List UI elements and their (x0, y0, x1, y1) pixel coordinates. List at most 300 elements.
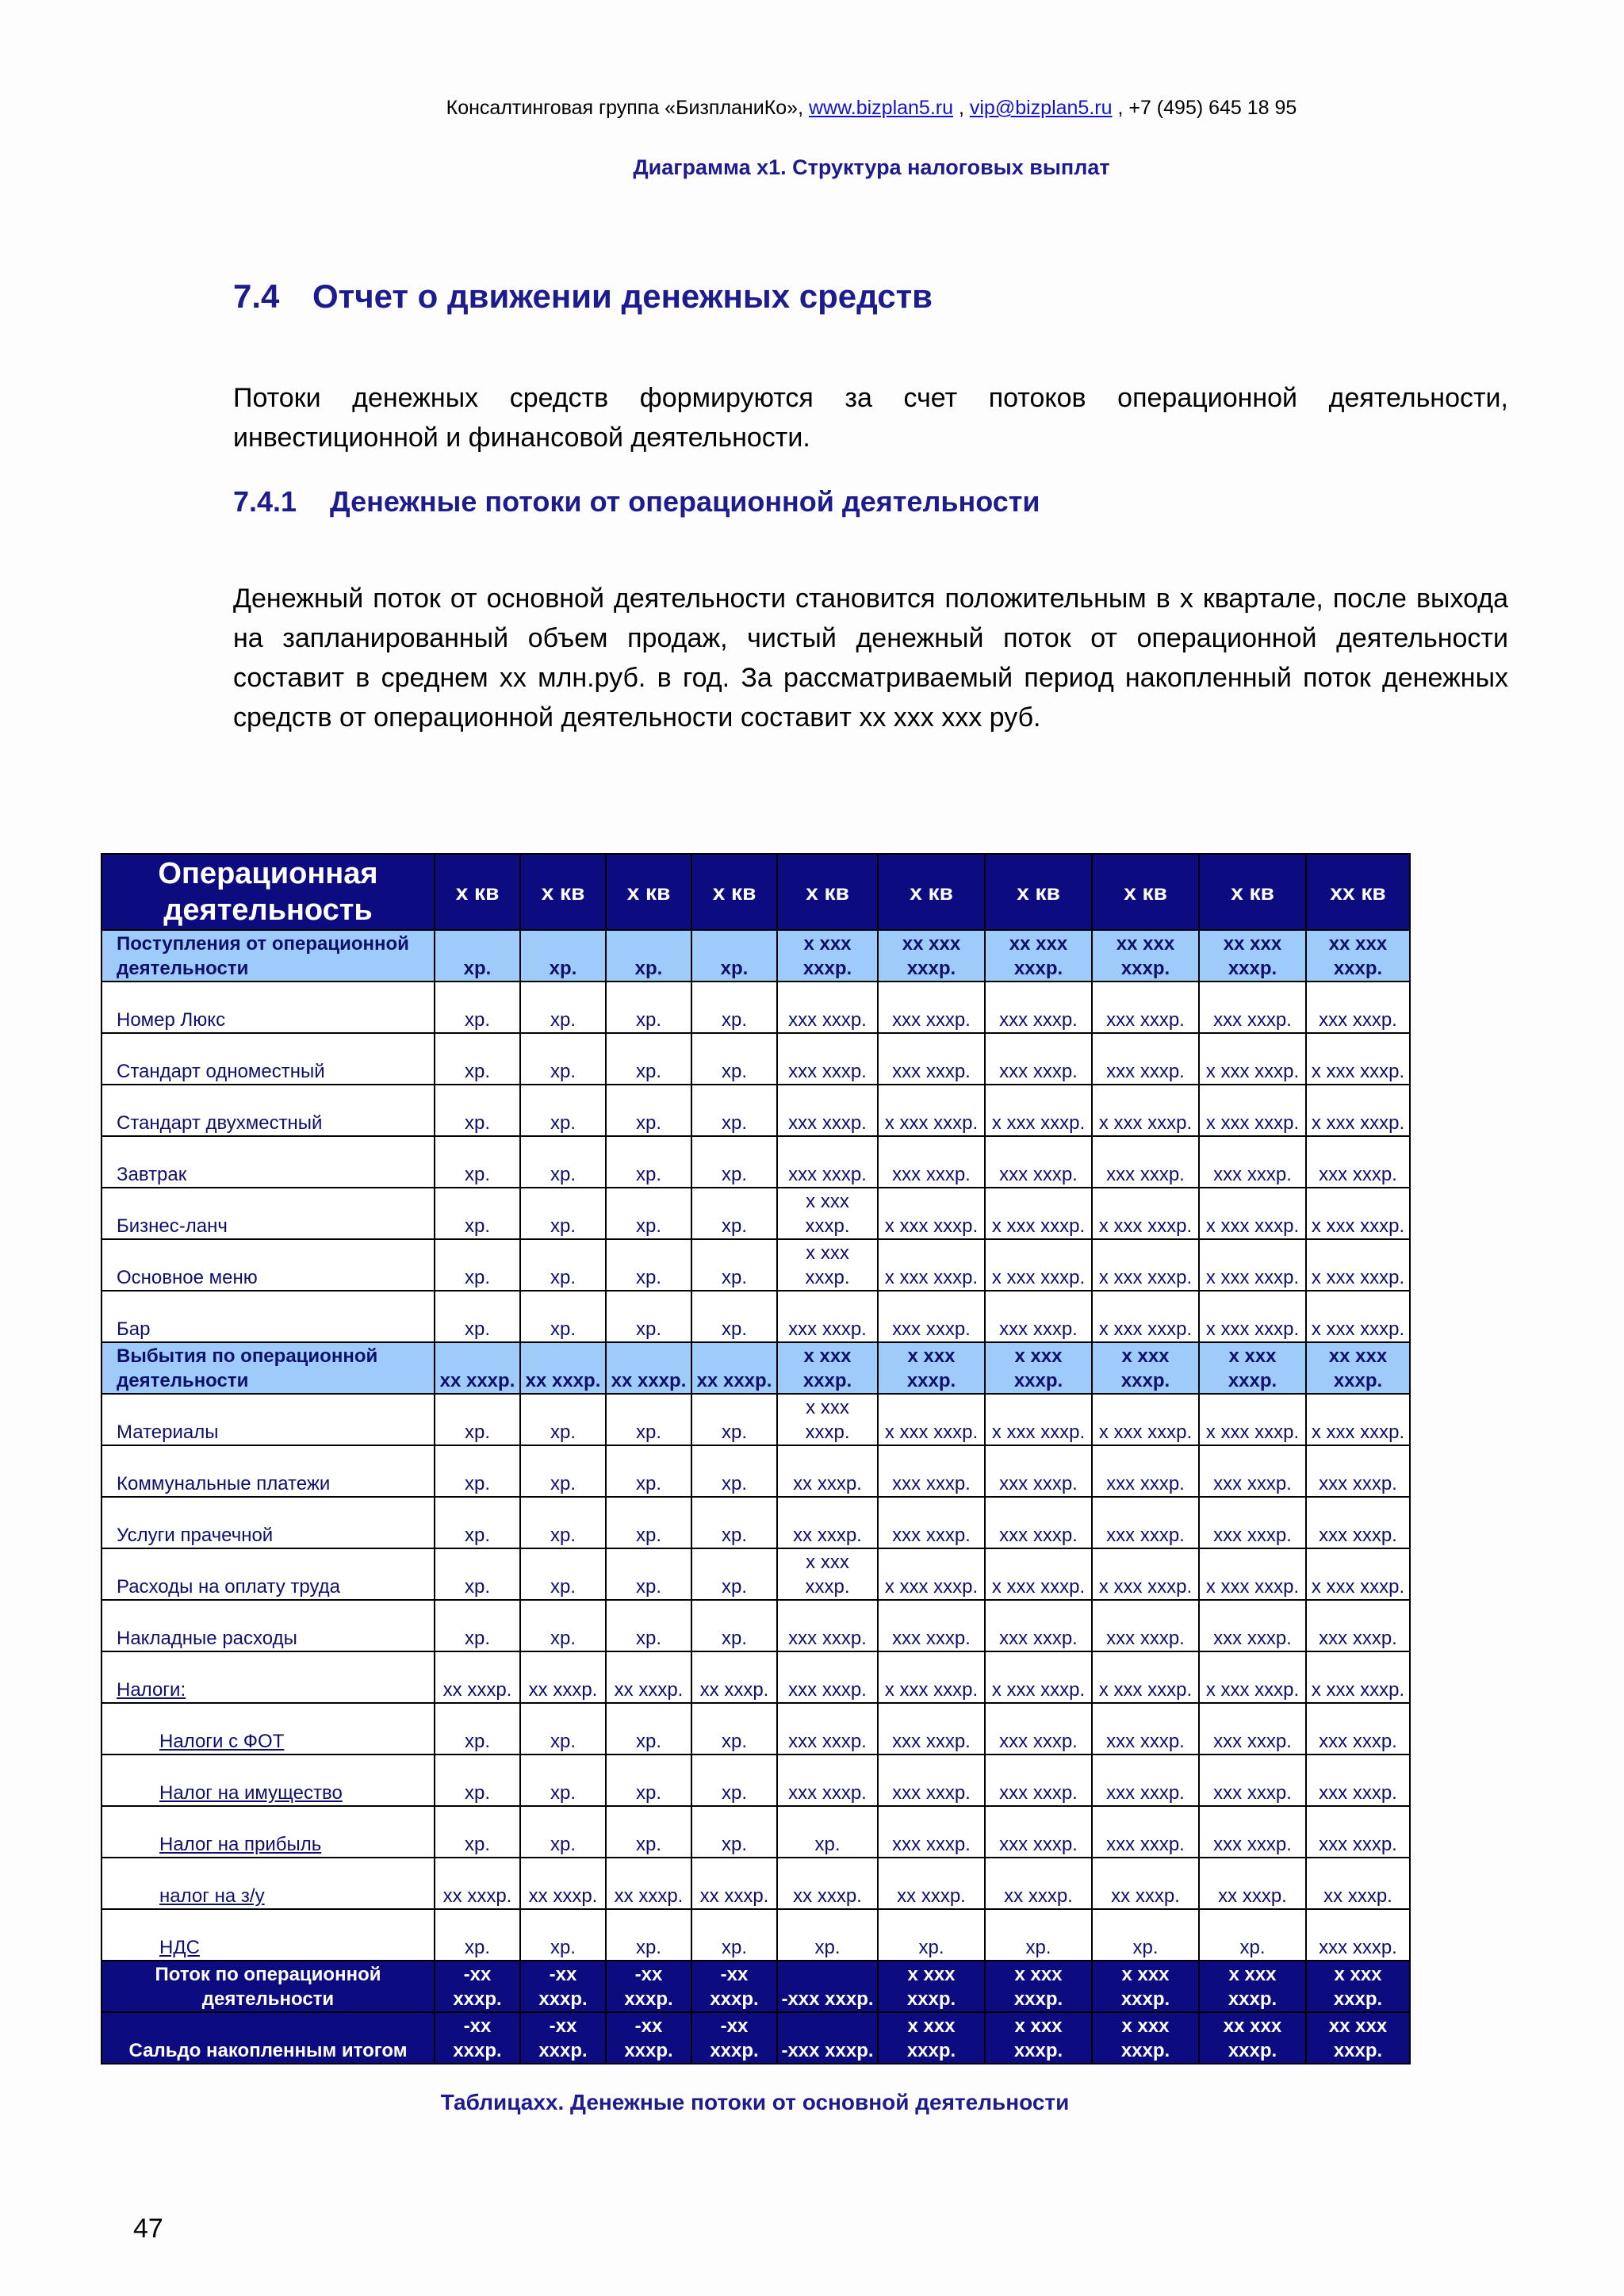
table-cell: хр. (606, 1394, 691, 1445)
table-cell: -хх хххр. (691, 1961, 777, 2012)
table-cell: хр. (606, 1291, 691, 1342)
row-label-cell (102, 1961, 435, 2012)
table-cell: хр. (520, 1497, 606, 1548)
table-cell: хр. (606, 1548, 691, 1600)
row-label: Сальдо накопленным итогом (128, 2040, 408, 2061)
table-cell: ххх хххр. (777, 1651, 878, 1703)
table-cell: ххх хххр. (777, 1136, 878, 1188)
table-cell: хх хххр. (1092, 1858, 1199, 1909)
row-label-cell (102, 1342, 435, 1394)
table-cell: хх ххх хххр. (878, 930, 985, 982)
table-cell: х ххх хххр. (985, 1188, 1092, 1239)
table-cell: х ххх хххр. (985, 1548, 1092, 1600)
row-label: Номер Люкс (117, 1009, 226, 1031)
table-cell: хр. (520, 1085, 606, 1136)
table-header-quarter: х кв (606, 854, 691, 930)
table-cell: х ххх хххр. (985, 1239, 1092, 1291)
table-row (102, 1703, 1410, 1755)
table-cell: х ххх хххр. (878, 1394, 985, 1445)
table-cell: хр. (1199, 1909, 1306, 1961)
table-row (102, 1445, 1410, 1497)
table-cell: хх хххр. (777, 1497, 878, 1548)
table-cell: ххх хххр. (1092, 1703, 1199, 1755)
table-cell: ххх хххр. (777, 1703, 878, 1755)
table-cell: ххх хххр. (1092, 1445, 1199, 1497)
table-header-quarter: х кв (691, 854, 777, 930)
header-email-link[interactable]: vip@bizplan5.ru (969, 97, 1113, 119)
table-cell: х ххх хххр. (878, 2012, 985, 2064)
table-cell: -ххх хххр. (777, 2012, 878, 2064)
header-site-link[interactable]: www.bizplan5.ru (808, 97, 954, 119)
table-cell: -хх хххр. (606, 2012, 691, 2064)
table-cell: хх хххр. (435, 1651, 520, 1703)
table-cell: ххх хххр. (1199, 1806, 1306, 1858)
table-cell: х ххх хххр. (1092, 1188, 1199, 1239)
row-label-cell (102, 1085, 435, 1136)
row-label-cell (102, 1909, 435, 1961)
table-cell: ххх хххр. (1199, 1755, 1306, 1806)
row-label-cell (102, 930, 435, 982)
table-cell: -хх хххр. (435, 2012, 520, 2064)
header-company: Консалтинговая группа «БизпланиКо», (446, 97, 804, 119)
table-cell: х ххх хххр. (1199, 1033, 1306, 1085)
table-cell: ххх хххр. (1092, 1497, 1199, 1548)
table-cell: ххх хххр. (1306, 1806, 1410, 1858)
table-cell: ххх хххр. (1199, 982, 1306, 1033)
table-cell: х ххх хххр. (1199, 1085, 1306, 1136)
row-label-cell (102, 1858, 435, 1909)
table-cell: хр. (606, 1033, 691, 1085)
table-cell: х ххх хххр. (777, 1188, 878, 1239)
table-cell: хр. (520, 982, 606, 1033)
table-cell: ххх хххр. (985, 1033, 1092, 1085)
table-row (102, 1394, 1410, 1445)
table-row (102, 1651, 1410, 1703)
table-cell: ххх хххр. (1092, 1600, 1199, 1651)
table-cell: х ххх хххр. (985, 1651, 1092, 1703)
table-row (102, 1239, 1410, 1291)
table-cell: хр. (691, 1394, 777, 1445)
table-cell: хх хххр. (691, 1342, 777, 1394)
subsection-title-text: Денежные потоки от операционной деятельности (330, 485, 1040, 518)
table-cell: ххх хххр. (878, 1033, 985, 1085)
table-cell: хх хххр. (435, 1858, 520, 1909)
row-label: Материалы (117, 1422, 219, 1443)
intro-paragraph: Потоки денежных средств формируются за счет потоков операционной деятельности, инвестиционной и финансовой деятельности. (233, 383, 1508, 453)
row-label-cell (102, 1806, 435, 1858)
row-label: Накладные расходы (117, 1628, 297, 1649)
table-row (102, 1136, 1410, 1188)
table-cell: х ххх хххр. (1199, 1239, 1306, 1291)
table-cell: х ххх хххр. (1092, 1394, 1199, 1445)
table-cell: хх ххх хххр. (1199, 930, 1306, 982)
table-cell: хр. (606, 930, 691, 982)
section-heading (233, 277, 933, 316)
table-cell: х ххх хххр. (985, 2012, 1092, 2064)
table-cell: хх ххх хххр. (985, 930, 1092, 982)
table-row (102, 1085, 1410, 1136)
row-label-cell (102, 1239, 435, 1291)
table-cell: ххх хххр. (1092, 1806, 1199, 1858)
table-cell: хр. (435, 1445, 520, 1497)
table-cell: -ххх хххр. (777, 1961, 878, 2012)
table-cell: ххх хххр. (1199, 1136, 1306, 1188)
table-cell: ххх хххр. (1306, 1497, 1410, 1548)
table-cell: х ххх хххр. (985, 1342, 1092, 1394)
table-cell: ххх хххр. (1306, 1909, 1410, 1961)
table-cell: хр. (606, 1497, 691, 1548)
table-cell: ххх хххр. (985, 1806, 1092, 1858)
table-cell: х ххх хххр. (1306, 1291, 1410, 1342)
table-cell: хр. (606, 1600, 691, 1651)
table-cell: хр. (520, 1548, 606, 1600)
body-paragraph: Денежный поток от основной деятельности становится положительным в х квартале, после выхода на запланированный объем продаж, чистый денежный поток от операционной деятельности составит в среднем хх млн.руб. в год. За рассматриваемый период накопленный поток денежных средств от операционной деятельности составит хх ххх ххх руб. (233, 584, 1508, 733)
table-cell: хх хххр. (520, 1651, 606, 1703)
table-cell: хр. (691, 1497, 777, 1548)
table-cell: ххх хххр. (1199, 1445, 1306, 1497)
table-cell: хр. (435, 1188, 520, 1239)
table-cell: х ххх хххр. (1199, 1548, 1306, 1600)
table-cell: х ххх хххр. (878, 1188, 985, 1239)
table-cell: хх хххр. (985, 1858, 1092, 1909)
table-cell: хр. (435, 1239, 520, 1291)
table-header-label: Операционная деятельность (102, 854, 435, 930)
table-cell: ххх хххр. (1199, 1600, 1306, 1651)
table-cell: х ххх хххр. (1199, 1188, 1306, 1239)
table-row (102, 1033, 1410, 1085)
table-cell: хр. (691, 1909, 777, 1961)
row-label: Бар (117, 1318, 151, 1340)
table-cell: хр. (435, 1755, 520, 1806)
table-cell: х ххх хххр. (777, 930, 878, 982)
table-cell: хр. (520, 1600, 606, 1651)
row-label: Завтрак (117, 1164, 187, 1185)
table-cell: хр. (691, 1239, 777, 1291)
table-cell: хр. (691, 1033, 777, 1085)
table-cell: ххх хххр. (1306, 1703, 1410, 1755)
table-cell: хх хххр. (691, 1858, 777, 1909)
table-cell: хр. (435, 1703, 520, 1755)
table-header-quarter: х кв (435, 854, 520, 930)
table-cell: х ххх хххр. (985, 1394, 1092, 1445)
table-cell: хр. (985, 1909, 1092, 1961)
row-label-cell (102, 1188, 435, 1239)
table-cell: хр. (520, 1136, 606, 1188)
table-cell: хр. (691, 1085, 777, 1136)
table-cell: -хх хххр. (691, 2012, 777, 2064)
table-cell: х ххх хххр. (1092, 1239, 1199, 1291)
row-label-cell (102, 1703, 435, 1755)
table-cell: -хх хххр. (520, 2012, 606, 2064)
table-cell: хх хххр. (1199, 1858, 1306, 1909)
table-cell: ххх хххр. (878, 1806, 985, 1858)
table-cell: ххх хххр. (985, 1703, 1092, 1755)
table-cell: хх ххх хххр. (1199, 2012, 1306, 2064)
table-cell: хх хххр. (777, 1445, 878, 1497)
table-cell: ххх хххр. (985, 1497, 1092, 1548)
table-cell: хр. (435, 1909, 520, 1961)
table-cell: ххх хххр. (878, 1703, 985, 1755)
table-cell: х ххх хххр. (878, 1342, 985, 1394)
row-label[interactable]: НДС (159, 1937, 200, 1958)
table-cell: ххх хххр. (1306, 982, 1410, 1033)
table-cell: хр. (606, 1188, 691, 1239)
table-cell: хр. (520, 1445, 606, 1497)
table-cell: -хх хххр. (606, 1961, 691, 2012)
table-cell: х ххх хххр. (1092, 1342, 1199, 1394)
table-cell: хр. (691, 1548, 777, 1600)
table-cell: хр. (606, 1085, 691, 1136)
table-cell: хр. (777, 1806, 878, 1858)
table-row (102, 982, 1410, 1033)
table-cell: хр. (691, 1806, 777, 1858)
table-cell: х ххх хххр. (777, 1548, 878, 1600)
table-cell: хр. (520, 930, 606, 982)
section-title-text: Отчет о движении денежных средств (312, 277, 933, 315)
row-label[interactable]: Налог на прибыль (159, 1834, 322, 1855)
row-label-cell (102, 1033, 435, 1085)
table-cell: хр. (1092, 1909, 1199, 1961)
table-cell: -хх хххр. (520, 1961, 606, 2012)
table-cell: хр. (435, 1806, 520, 1858)
table-cell: хр. (435, 1291, 520, 1342)
table-cell: х ххх хххр. (1199, 1291, 1306, 1342)
row-label: Стандарт одноместный (117, 1061, 325, 1082)
table-cell: ххх хххр. (878, 1445, 985, 1497)
table-header-row (102, 854, 1410, 930)
table-cell: хр. (606, 1239, 691, 1291)
page-number: 47 (133, 2214, 163, 2244)
row-label-cell (102, 1600, 435, 1651)
table-cell: ххх хххр. (1092, 1755, 1199, 1806)
table-row (102, 1497, 1410, 1548)
table-row (102, 1858, 1410, 1909)
section-number: 7.4 (233, 277, 280, 315)
table-cell: х ххх хххр. (1092, 1291, 1199, 1342)
table-header-quarter: х кв (985, 854, 1092, 930)
table-cell: хх хххр. (691, 1651, 777, 1703)
row-label: Стандарт двухместный (117, 1112, 323, 1134)
row-label: Выбытия по операционной деятельности (117, 1345, 378, 1391)
table-header-quarter: х кв (777, 854, 878, 930)
table-cell: ххх хххр. (985, 982, 1092, 1033)
table-cell: х ххх хххр. (1306, 1033, 1410, 1085)
table-cell: хх хххр. (520, 1858, 606, 1909)
table-cell: х ххх хххр. (1306, 1394, 1410, 1445)
row-label: Поток по операционной деятельности (155, 1964, 381, 2010)
table-cell: хр. (435, 1033, 520, 1085)
table-cell: х ххх хххр. (1092, 1548, 1199, 1600)
row-label-cell (102, 1136, 435, 1188)
table-cell: ххх хххр. (1306, 1445, 1410, 1497)
table-cell: ххх хххр. (777, 1291, 878, 1342)
table-cell: хр. (606, 1806, 691, 1858)
table-cell: хх ххх хххр. (1306, 2012, 1410, 2064)
table-cell: хр. (606, 1909, 691, 1961)
table-cell: х ххх хххр. (777, 1342, 878, 1394)
table-cell: хх хххр. (878, 1858, 985, 1909)
table-cell: хр. (691, 1445, 777, 1497)
table-cell: ххх хххр. (1306, 1755, 1410, 1806)
table-cell: х ххх хххр. (1092, 1651, 1199, 1703)
table-cell: хр. (435, 1394, 520, 1445)
row-label-cell (102, 1394, 435, 1445)
table-cell: ххх хххр. (878, 1497, 985, 1548)
table-cell: ххх хххр. (985, 1600, 1092, 1651)
table-cell: хр. (520, 1755, 606, 1806)
table-header-quarter: х кв (1092, 854, 1199, 930)
table-row (102, 1600, 1410, 1651)
table-cell: хх ххх хххр. (1092, 930, 1199, 982)
table-cell: х ххх хххр. (1306, 1548, 1410, 1600)
row-label[interactable]: Налог на имущество (159, 1782, 343, 1804)
table-header-quarter: х кв (520, 854, 606, 930)
table-cell: х ххх хххр. (1306, 1651, 1410, 1703)
table-row (102, 1909, 1410, 1961)
table-cell: хр. (878, 1909, 985, 1961)
row-label-cell (102, 1291, 435, 1342)
table-cell: ххх хххр. (1199, 1703, 1306, 1755)
table-cell: ххх хххр. (985, 1136, 1092, 1188)
table-cell: хх хххр. (606, 1342, 691, 1394)
table-cell: хр. (435, 1136, 520, 1188)
table-cell: х ххх хххр. (1306, 1961, 1410, 2012)
row-label-cell (102, 1651, 435, 1703)
table-cell: х ххх хххр. (878, 1961, 985, 2012)
table-cell: хх хххр. (777, 1858, 878, 1909)
row-label: Бизнес-ланч (117, 1215, 228, 1237)
row-label[interactable]: Налоги с ФОТ (159, 1731, 285, 1752)
row-label-cell (102, 1497, 435, 1548)
row-label: Расходы на оплату труда (117, 1576, 341, 1598)
table-cell: ххх хххр. (777, 982, 878, 1033)
table-cell: хр. (520, 1909, 606, 1961)
table-cell: хр. (691, 982, 777, 1033)
table-cell: хх хххр. (606, 1651, 691, 1703)
table-cell: ххх хххр. (1199, 1497, 1306, 1548)
table-cell: хр. (520, 1033, 606, 1085)
table-cell: ххх хххр. (777, 1085, 878, 1136)
table-row (102, 1291, 1410, 1342)
table-cell: хр. (520, 1188, 606, 1239)
table-cell: хр. (435, 930, 520, 982)
row-label-cell (102, 1445, 435, 1497)
table-cell: хр. (435, 1497, 520, 1548)
table-cell: ххх хххр. (1092, 1136, 1199, 1188)
table-cell: х ххх хххр. (1199, 1651, 1306, 1703)
table-cell: ххх хххр. (1306, 1136, 1410, 1188)
table-cell: хх ххх хххр. (1306, 930, 1410, 982)
table-section-row (102, 1342, 1410, 1394)
diagram-caption: Диаграмма х1. Структура налоговых выплат (633, 155, 1110, 179)
table-cell: х ххх хххр. (985, 1961, 1092, 2012)
table-cell: х ххх хххр. (985, 1085, 1092, 1136)
table-cell: ххх хххр. (777, 1600, 878, 1651)
table-cell: хр. (520, 1291, 606, 1342)
table-cell: х ххх хххр. (878, 1239, 985, 1291)
table-cell: хр. (520, 1806, 606, 1858)
row-label-cell (102, 2012, 435, 2064)
table-cell: хр. (435, 1548, 520, 1600)
header-separator: , (958, 97, 964, 119)
table-cell: х ххх хххр. (1092, 1085, 1199, 1136)
table-cell: ххх хххр. (985, 1291, 1092, 1342)
table-row (102, 1548, 1410, 1600)
header-phone: , +7 (495) 645 18 95 (1117, 97, 1297, 119)
table-cell: х ххх хххр. (1199, 1342, 1306, 1394)
table-cell: х ххх хххр. (1092, 1961, 1199, 2012)
table-cell: хр. (691, 1703, 777, 1755)
table-cell: хр. (691, 1291, 777, 1342)
table-cell: хр. (520, 1239, 606, 1291)
table-cell: хр. (691, 1188, 777, 1239)
table-cell: х ххх хххр. (1306, 1188, 1410, 1239)
table-section-row (102, 930, 1410, 982)
table-row (102, 1806, 1410, 1858)
table-cell: хр. (777, 1909, 878, 1961)
table-cell: ххх хххр. (777, 1033, 878, 1085)
row-label[interactable]: налог на з/у (159, 1885, 265, 1907)
cash-flow-table (101, 853, 1411, 2064)
row-label: Поступления от операционной деятельности (117, 933, 409, 979)
table-header-quarter: хх кв (1306, 854, 1410, 930)
table-header-quarter: х кв (878, 854, 985, 930)
table-cell: хх хххр. (1306, 1858, 1410, 1909)
table-cell: х ххх хххр. (878, 1085, 985, 1136)
table-cell: хр. (606, 982, 691, 1033)
table-cell: ххх хххр. (777, 1755, 878, 1806)
table-cell: хр. (606, 1445, 691, 1497)
table-cell: -хх хххр. (435, 1961, 520, 2012)
table-cell: хр. (606, 1703, 691, 1755)
table-cell: х ххх хххр. (1199, 1394, 1306, 1445)
table-cell: хр. (606, 1136, 691, 1188)
table-cell: х ххх хххр. (1306, 1239, 1410, 1291)
subsection-heading (233, 485, 1040, 519)
table-cell: ххх хххр. (985, 1445, 1092, 1497)
row-label-cell (102, 1755, 435, 1806)
table-cell: хр. (691, 1600, 777, 1651)
table-cell: ххх хххр. (1092, 982, 1199, 1033)
table-cell: хр. (691, 1755, 777, 1806)
table-cell: ххх хххр. (878, 1291, 985, 1342)
row-label[interactable]: Налоги: (117, 1679, 186, 1701)
table-cell: хр. (606, 1755, 691, 1806)
table-total-row (102, 2012, 1410, 2064)
table-cell: хр. (435, 1600, 520, 1651)
table-cell: хр. (691, 1136, 777, 1188)
table-row (102, 1755, 1410, 1806)
row-label: Основное меню (117, 1267, 258, 1288)
table-cell: ххх хххр. (878, 1755, 985, 1806)
row-label-cell (102, 1548, 435, 1600)
page-header (0, 97, 1624, 120)
table-cell: хр. (520, 1394, 606, 1445)
row-label-cell (102, 982, 435, 1033)
table-cell: хх ххх хххр. (1306, 1342, 1410, 1394)
table-cell: х ххх хххр. (878, 1548, 985, 1600)
table-cell: х ххх хххр. (878, 1651, 985, 1703)
table-cell: ххх хххр. (878, 982, 985, 1033)
row-label: Услуги прачечной (117, 1525, 274, 1546)
table-cell: х ххх хххр. (1199, 1961, 1306, 2012)
table-cell: хр. (691, 930, 777, 982)
table-cell: хх хххр. (520, 1342, 606, 1394)
table-cell: х ххх хххр. (777, 1394, 878, 1445)
table-cell: х ххх хххр. (777, 1239, 878, 1291)
table-cell: ххх хххр. (985, 1755, 1092, 1806)
row-label: Коммунальные платежи (117, 1473, 331, 1494)
